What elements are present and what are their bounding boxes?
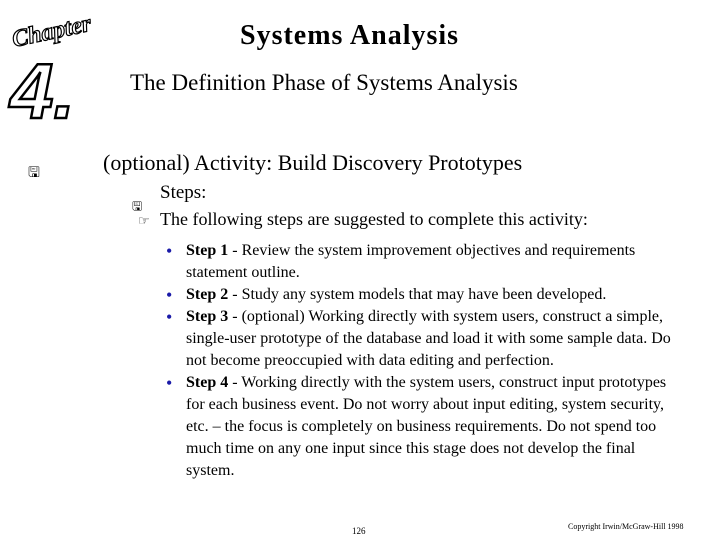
dot-icon: •: [166, 285, 173, 305]
step-text: - Review the system improvement objectives and requirements statement outline.: [186, 242, 636, 281]
disk-icon: 🖫: [132, 199, 143, 213]
hand-pointer-icon: ☞: [138, 213, 150, 228]
slide-title: Systems Analysis: [240, 20, 460, 51]
step-text: - Study any system models that may have been developed.: [228, 286, 607, 303]
page-number: 126: [352, 526, 366, 536]
dot-icon: •: [166, 241, 173, 261]
step-item: [166, 284, 686, 306]
chapter-number: 4.: [10, 47, 76, 122]
step-label: Step 2: [186, 286, 229, 303]
step-item: [166, 372, 686, 482]
dot-icon: •: [166, 373, 173, 393]
step-text: - (optional) Working directly with system users, construct a simple, single-user prototype of the database and load it with some sample data. Do not become preoccupied with data editing and perfection.: [186, 308, 671, 369]
step-label: Step 4: [186, 374, 229, 391]
bullet-level1: (optional) Activity: Build Discovery Prototypes: [103, 150, 523, 175]
chapter-word: Chapter: [9, 10, 94, 53]
step-label: Step 3: [186, 308, 229, 325]
bullet-level2: Steps:: [160, 182, 207, 203]
chapter-logo: [6, 4, 106, 122]
disk-icon: 🖫: [28, 166, 40, 181]
dot-icon: •: [166, 307, 173, 327]
step-item: [166, 306, 686, 372]
step-label: Step 1: [186, 242, 229, 259]
bullet-level3: The following steps are suggested to complete this activity:: [160, 209, 588, 229]
slide-subtitle: The Definition Phase of Systems Analysis: [130, 70, 518, 95]
step-item: [166, 240, 686, 284]
steps-list: [166, 240, 686, 482]
copyright-notice: Copyright Irwin/McGraw-Hill 1998: [568, 522, 684, 531]
step-text: - Working directly with the system users, construct input prototypes for each business event. Do not worry about input editing, system security, etc. – the focus is completely on business requirements. Do not spend too much time on any one input since this stage does not develop the final system.: [186, 374, 667, 479]
